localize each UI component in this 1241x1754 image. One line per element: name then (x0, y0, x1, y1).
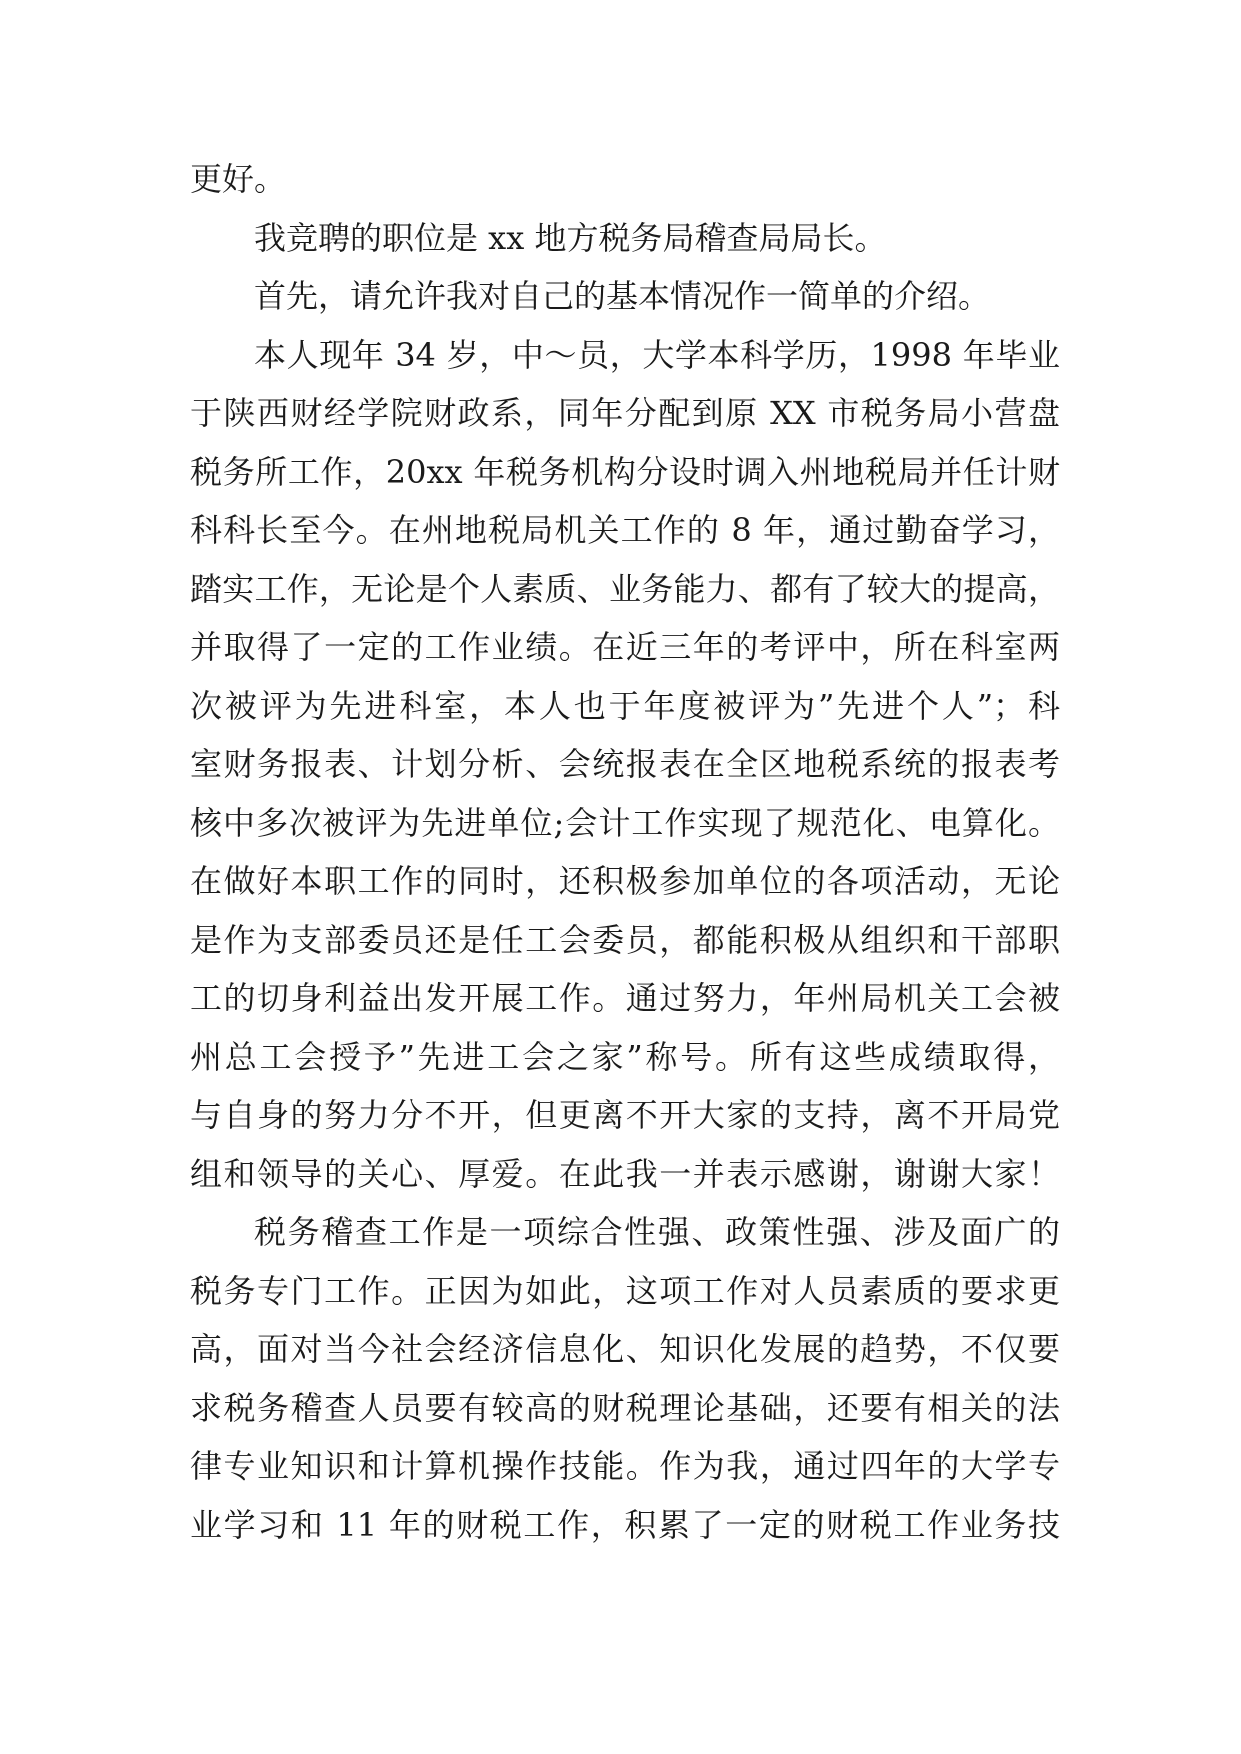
text-line: 我竞聘的职位是 xx 地方税务局稽查局局长。 (254, 218, 887, 257)
text-line: 于陕西财经学院财政系，同年分配到原 XX 市税务局小营盘 (190, 394, 1060, 432)
paragraph-continuation (190, 150, 1060, 209)
text-line: 踏实工作，无论是个人素质、业务能力、都有了较大的提高， (190, 569, 1060, 608)
text-line: 税务专门工作。正因为如此，这项工作对人员素质的要求更 (190, 1271, 1060, 1310)
text-line: 是作为支部委员还是任工会委员，都能积极从组织和干部职 (190, 920, 1060, 959)
text-line: 核中多次被评为先进单位;会计工作实现了规范化、电算化。 (190, 803, 1060, 842)
text-line: 科科长至今。在州地税局机关工作的 8 年，通过勤奋学习， (190, 511, 1060, 549)
text-line: 工的切身利益出发开展工作。通过努力，年州局机关工会被 (190, 979, 1060, 1017)
text-line: 次被评为先进科室，本人也于年度被评为”先进个人”；科 (190, 686, 1060, 725)
text-line: 更好。 (190, 160, 287, 198)
text-line: 与自身的努力分不开，但更离不开大家的支持，离不开局党 (190, 1096, 1060, 1134)
paragraph-position (190, 209, 1060, 268)
text-line: 高，面对当今社会经济信息化、知识化发展的趋势，不仅要 (190, 1330, 1060, 1368)
text-line: 业学习和 11 年的财税工作，积累了一定的财税工作业务技 (190, 1505, 1060, 1544)
paragraph-intro (190, 267, 1060, 326)
paragraph-audit-work (190, 1203, 1060, 1554)
body-text (190, 150, 1060, 1554)
text-line: 室财务报表、计划分析、会统报表在全区地税系统的报表考 (190, 745, 1060, 783)
text-line: 求税务稽查人员要有较高的财税理论基础，还要有相关的法 (190, 1388, 1060, 1427)
text-line: 税务稽查工作是一项综合性强、政策性强、涉及面广的 (254, 1213, 1060, 1251)
text-line: 组和领导的关心、厚爱。在此我一并表示感谢，谢谢大家！ (190, 1154, 1060, 1193)
text-line: 首先，请允许我对自己的基本情况作一简单的介绍。 (254, 277, 991, 315)
text-line: 税务所工作，20xx 年税务机构分设时调入州地税局并任计财 (190, 452, 1060, 491)
paragraph-background (190, 326, 1060, 1204)
text-line: 在做好本职工作的同时，还积极参加单位的各项活动，无论 (190, 862, 1060, 900)
text-line: 本人现年 34 岁，中～员，大学本科学历，1998 年毕业 (254, 335, 1060, 374)
text-line: 律专业知识和计算机操作技能。作为我，通过四年的大学专 (190, 1447, 1060, 1485)
text-line: 并取得了一定的工作业绩。在近三年的考评中，所在科室两 (190, 628, 1060, 666)
text-line: 州总工会授予”先进工会之家”称号。所有这些成绩取得， (190, 1037, 1060, 1076)
